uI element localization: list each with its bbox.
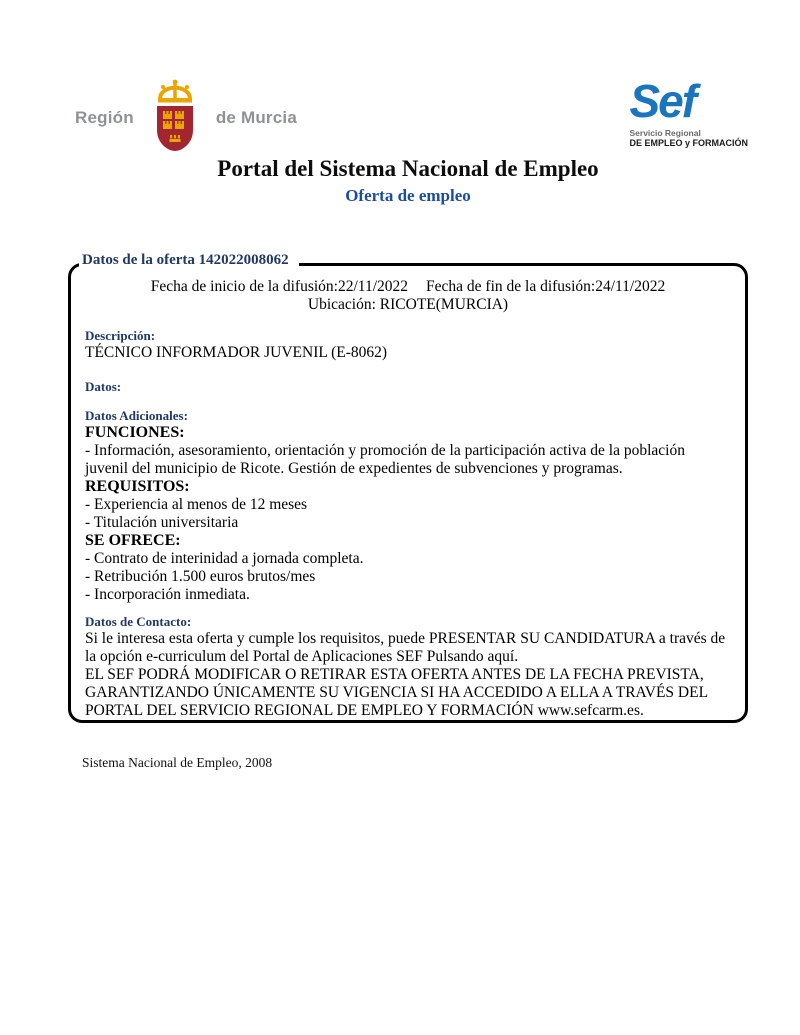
requisito-item: - Experiencia al menos de 12 meses — [85, 496, 308, 513]
se-ofrece-item: - Retribución 1.500 euros brutos/mes — [85, 568, 316, 585]
murcia-demurcia-text: de Murcia — [215, 108, 297, 127]
sef-logo-subtitle-1: Servicio Regional — [629, 128, 701, 138]
requisitos-heading: REQUISITOS: — [85, 478, 190, 495]
contacto-text: EL SEF PODRÁ MODIFICAR O RETIRAR ESTA OFERTA ANTES DE LA FECHA PREVISTA, GARANTIZANDO ÚNICAMENTE SU VIGENCIA SI HA ACCEDIDO A ELLA A TRAVÉS DEL PORTAL DEL SERVICIO REGIONAL DE EMPLEO Y FORMACIÓN — [85, 666, 708, 719]
header-logos — [75, 75, 748, 158]
se-ofrece-item: - Incorporación inmediata. — [85, 586, 250, 603]
requisito-item: - Titulación universitaria — [85, 514, 239, 531]
murcia-crown-icon — [160, 80, 190, 99]
page-title: Portal del Sistema Nacional de Empleo — [217, 156, 599, 181]
contacto-paragraph-2 — [85, 666, 731, 720]
datos-contacto-label: Datos de Contacto: — [85, 614, 192, 629]
se-ofrece-heading: SE OFRECE: — [85, 532, 181, 549]
offer-legend: Datos de la oferta 142022008062 — [79, 251, 299, 270]
pulsando-aqui-link[interactable]: Pulsando aquí — [426, 648, 515, 665]
descripcion-label: Descripción: — [85, 328, 156, 343]
page-subtitle: Oferta de empleo — [345, 186, 471, 205]
funciones-heading: FUNCIONES: — [85, 424, 185, 441]
contacto-text: . — [639, 702, 644, 719]
offer-details-box — [68, 252, 748, 723]
murcia-region-text: Región — [75, 108, 134, 127]
murcia-shield-icon — [144, 78, 206, 158]
descripcion-value: TÉCNICO INFORMADOR JUVENIL (E-8062) — [85, 344, 388, 361]
fecha-inicio: Fecha de inicio de la difusión:22/11/2022 — [150, 278, 409, 295]
ubicacion: Ubicación: RICOTE(MURCIA) — [307, 296, 509, 313]
funciones-text: - Información, asesoramiento, orientación y promoción de la participación activa de la población juvenil del municipio de Ricote. Gestión de expedientes de subvenciones y programas. — [85, 442, 685, 477]
diffusion-dates-row — [85, 278, 731, 296]
contacto-text: Si le interesa esta oferta y cumple los requisitos, puede PRESENTAR SU CANDIDATURA a través de la opción e-curriculum del Portal de Aplicaciones SEF — [85, 630, 726, 665]
region-de-murcia-logo — [75, 78, 297, 158]
contacto-text: . — [514, 648, 519, 665]
footer-text: Sistema Nacional de Empleo, 2008 — [82, 755, 273, 770]
sefcarm-link[interactable]: www.sefcarm.es — [537, 702, 640, 719]
sef-logo-wordmark: Sef — [629, 75, 696, 127]
datos-label: Datos: — [85, 379, 122, 394]
se-ofrece-item: - Contrato de interinidad a jornada completa. — [85, 550, 364, 567]
contacto-paragraph-1 — [85, 630, 731, 666]
datos-adicionales-label: Datos Adicionales: — [85, 408, 188, 423]
sef-logo-subtitle-2: DE EMPLEO y FORMACIÓN — [629, 137, 748, 148]
fecha-fin: Fecha de fin de la difusión:24/11/2022 — [426, 278, 666, 295]
sef-logo — [629, 75, 748, 148]
